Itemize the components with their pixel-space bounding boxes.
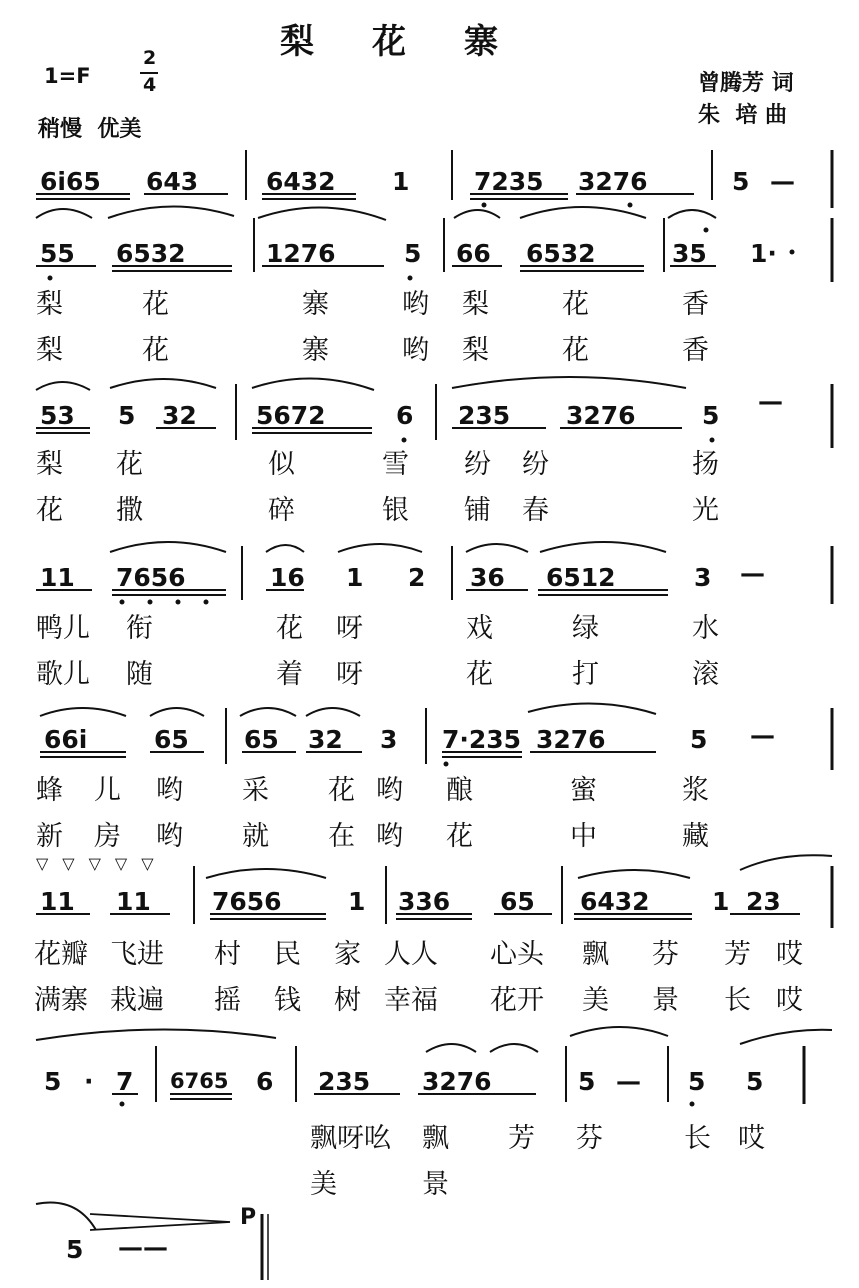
lyric-char: 芳 [724,939,751,970]
lyric-char: 蜜 [570,775,597,806]
lyric-char: 花 [562,335,589,366]
note-group: 5 [66,1235,84,1264]
note-group: 7656 [116,563,186,592]
note-group: 65 [500,887,535,916]
note-group: 5 [688,1067,706,1096]
lyric-char: 花 [142,289,169,320]
note-group: 23 [746,887,781,916]
time-numerator: 2 [143,47,157,69]
lyric-char: 梨 [462,335,489,366]
note-group: 1 [712,887,730,916]
lyric-char: 长 [684,1123,711,1154]
note-group: 36 [470,563,505,592]
lyric-char: 芬 [652,939,679,970]
note-group: 11 [116,887,151,916]
note-group: —— [118,1233,168,1262]
note-group: 6432 [580,887,650,916]
note-group: 5672 [256,401,326,430]
lyric-char: 在 [328,821,355,852]
tempo-marking: 稍慢 优美 [38,117,142,142]
key-signature: 1=F [44,64,91,88]
lyric-char: 美 [582,985,609,1016]
lyric-char: 碎 [268,495,295,526]
lyric-char: 寨 [302,335,329,366]
lyric-char: 哟 [156,821,183,852]
lyric-char: 新 [36,821,63,852]
note-group: 336 [398,887,451,916]
note-group: 6765 [170,1069,229,1093]
lyric-char: 芬 [576,1123,603,1154]
note-group: 7656 [212,887,282,916]
lyric-char: 浆 [682,775,709,806]
lyric-char: 景 [422,1169,449,1200]
note-group: 5 [404,239,422,268]
note-group: — [770,167,795,196]
lyric-char: 满寨 [34,985,88,1016]
note-group: 16 [270,563,305,592]
note-group: 5 [118,401,136,430]
note-group: 6532 [116,239,186,268]
note-group: 7·235 [442,725,522,754]
note-group: 3276 [422,1067,492,1096]
lyric-char: 花 [116,449,143,480]
lyric-char: 铺 [464,495,491,526]
lyric-char: 采 [242,775,269,806]
note-group: 235 [318,1067,371,1096]
lyric-char: 房 [94,821,121,852]
lyric-char: 酿 [446,775,473,806]
note-group: 6 [396,401,414,430]
note-group: 1 [348,887,366,916]
lyric-char: 绿 [572,613,599,644]
lyric-char: 呀 [336,613,363,644]
lyric-char: 银 [382,495,409,526]
lyric-char: 长 [724,985,751,1016]
title-char: 寨 [464,22,500,62]
lyric-char: 花 [276,613,303,644]
note-group: 5 [690,725,708,754]
note-group: 1 [392,167,410,196]
note-group: — [750,721,775,750]
note-group: 6432 [266,167,336,196]
lyric-char: 飘 [422,1123,449,1154]
note-group: 643 [146,167,199,196]
lyric-char: 滚 [692,659,719,690]
note-group: 1276 [266,239,336,268]
lyricist-credit: 曾腾芳 词 [698,71,794,96]
note-group: 5 [732,167,750,196]
lyric-char: 哟 [156,775,183,806]
lyric-char: 心头 [490,939,544,970]
lyric-char: 光 [692,495,719,526]
lyric-char: 藏 [682,821,709,852]
lyric-char: 家 [334,939,361,970]
lyric-char: 芳 [508,1123,535,1154]
note-group: 1· [750,239,777,268]
note-group: 5 [44,1067,62,1096]
note-group: — [616,1067,641,1096]
lyric-char: 飘 [582,939,609,970]
lyric-char: 哟 [402,289,429,320]
lyric-char: 花开 [490,985,544,1016]
note-group: 66 [456,239,491,268]
lyric-char: 村 [214,939,241,970]
note-group: 3 [694,563,712,592]
lyric-char: 水 [692,613,719,644]
lyric-char: 哎 [776,939,803,970]
note-group: 65 [244,725,279,754]
note-group: — [758,387,783,416]
title-char: 梨 [280,22,316,62]
lyric-char: 香 [682,335,709,366]
note-group: 5 [578,1067,596,1096]
note-group: 32 [308,725,343,754]
note-group: 3 [380,725,398,754]
lyric-char: 哎 [776,985,803,1016]
note-group: 5 [746,1067,764,1096]
note-group: 5 [702,401,720,430]
note-group: 6i65 [40,167,101,196]
title-char: 花 [372,22,408,62]
lyric-char: 梨 [36,449,63,480]
lyric-char: 中 [570,821,597,852]
note-group: 32 [162,401,197,430]
note-group: 235 [458,401,511,430]
lyric-char: 衔 [126,613,153,644]
lyric-char: 打 [572,659,599,690]
note-group: 2 [408,563,426,592]
lyric-char: 呀 [336,659,363,690]
lyric-char: 梨 [36,289,63,320]
lyric-char: 春 [522,495,549,526]
lyric-char: 钱 [274,985,301,1016]
lyric-char: 花 [36,495,63,526]
note-group: 3276 [578,167,648,196]
note-group: 11 [40,887,75,916]
lyric-char: 梨 [36,335,63,366]
note-group: 1 [346,563,364,592]
lyric-char: 随 [126,659,153,690]
lyric-char: 雪 [382,449,409,480]
lyric-char: 美 [310,1169,337,1200]
note-group: 66i [44,725,88,754]
lyric-char: 人人 [384,939,438,970]
lyric-char: 飘呀吆 [310,1123,391,1154]
lyric-char: 幸福 [384,985,438,1016]
lyric-char: 树 [334,985,361,1016]
lyric-char: 梨 [462,289,489,320]
note-group: · [84,1067,94,1096]
time-denominator: 4 [143,74,157,96]
note-group: 53 [40,401,75,430]
lyric-char: 香 [682,289,709,320]
lyric-char: 栽遍 [110,985,164,1016]
accent-marks: ▽▽▽▽▽ [36,854,168,873]
lyric-char: 民 [274,939,301,970]
dynamic-mark: P [240,1205,257,1230]
note-group: — [740,559,765,588]
note-group: 11 [40,563,75,592]
lyric-char: 鸭儿 [36,613,90,644]
lyric-char: 扬 [692,449,719,480]
lyric-char: 花 [328,775,355,806]
lyric-char: 花 [446,821,473,852]
note-group: 3276 [566,401,636,430]
lyric-char: 哟 [376,821,403,852]
lyric-char: 就 [242,821,269,852]
lyric-char: 戏 [466,613,493,644]
lyric-char: 蜂 [36,775,63,806]
note-group: 3276 [536,725,606,754]
lyric-char: 纷 [464,449,491,480]
lyric-char: 摇 [214,985,241,1016]
note-group: 7235 [474,167,544,196]
lyric-char: 纷 [522,449,549,480]
lyric-char: 景 [652,985,679,1016]
note-group: 55 [40,239,75,268]
lyric-char: 飞进 [110,939,164,970]
note-group: 35 [672,239,707,268]
lyric-char: 花 [142,335,169,366]
lyric-char: 歌儿 [36,659,90,690]
composer-credit: 朱 培 曲 [698,103,787,128]
lyric-char: 哎 [738,1123,765,1154]
lyric-char: 撒 [116,495,143,526]
note-group: 6532 [526,239,596,268]
lyric-char: 花 [466,659,493,690]
lyric-char: 花 [562,289,589,320]
lyric-char: 花瓣 [34,939,88,970]
lyric-char: 着 [276,659,303,690]
lyric-char: 哟 [402,335,429,366]
lyric-char: 寨 [302,289,329,320]
note-group: 6512 [546,563,616,592]
note-group: 7 [116,1067,134,1096]
lyric-char: 儿 [94,775,121,806]
lyric-char: 哟 [376,775,403,806]
note-group: 6 [256,1067,274,1096]
lyric-char: 似 [268,449,295,480]
note-group: 65 [154,725,189,754]
